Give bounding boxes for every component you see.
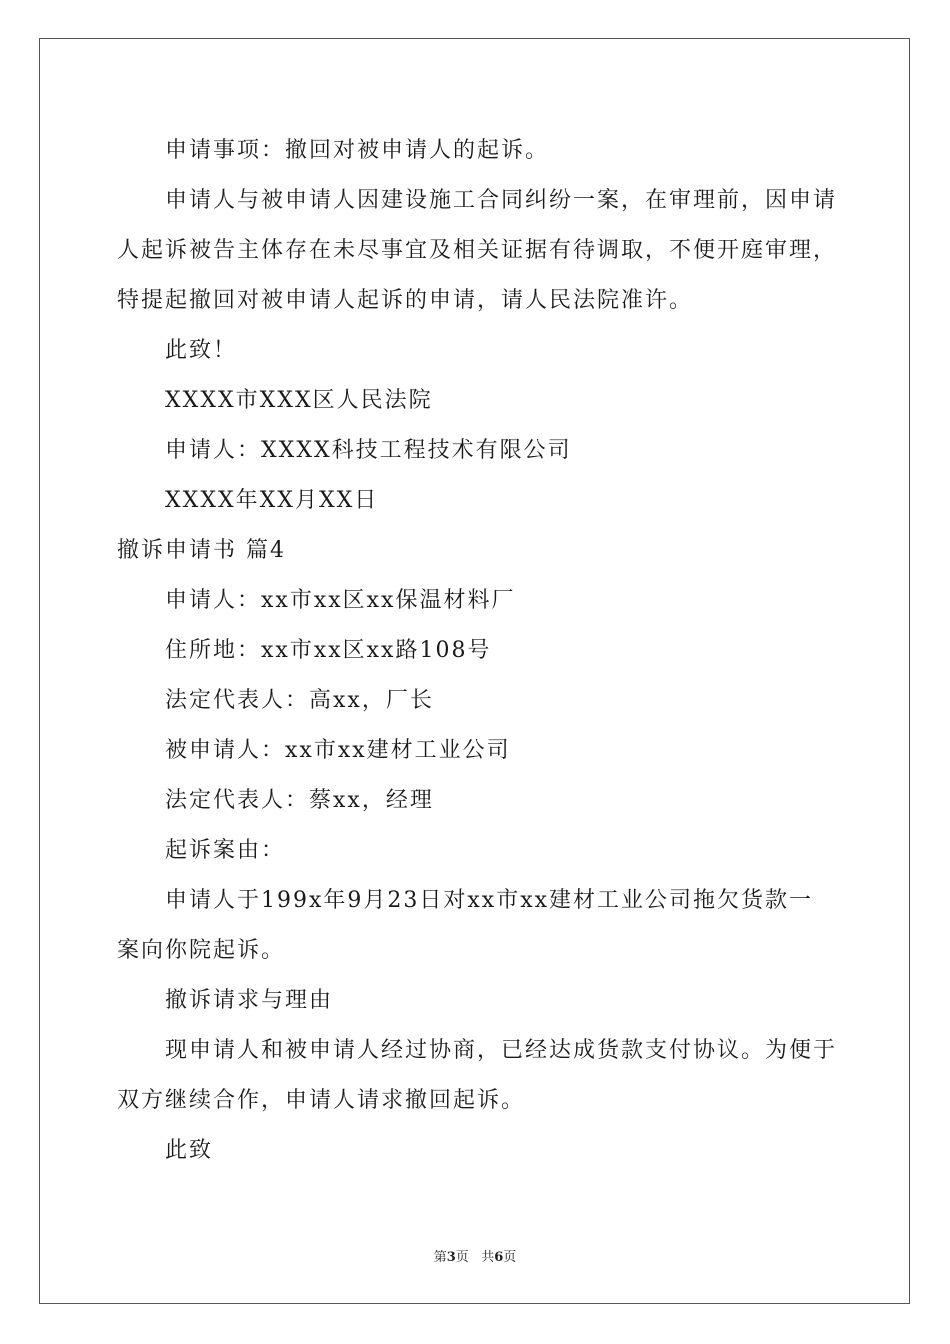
paragraph-closing: 此致 [165, 1138, 214, 1163]
section-heading: 撤诉申请书 篇4 [117, 538, 286, 563]
page-footer [0, 1246, 950, 1265]
footer-prefix: 第 [433, 1250, 447, 1265]
footer-total-pages: 6 [494, 1250, 504, 1265]
document-body [117, 126, 837, 1176]
paragraph-applicant: 申请人：xx市xx区xx保温材料厂 [165, 588, 516, 613]
paragraph-claims: 现申请人和被申请人经过协商，已经达成货款支付协议。为便于双方继续合作，申请人请求撤回起诉。 [117, 1038, 838, 1113]
footer-page-suffix: 页 [455, 1250, 469, 1265]
footer-total-suffix: 页 [503, 1250, 517, 1265]
paragraph-request-item: 申请事项：撤回对被申请人的起诉。 [165, 138, 550, 163]
paragraph-claims-label: 撤诉请求与理由 [165, 988, 334, 1013]
paragraph-legal-rep: 法定代表人：高xx，厂长 [165, 688, 434, 713]
paragraph-respondent: 被申请人：xx市xx建材工业公司 [165, 738, 511, 763]
paragraph-date: XXXX年XX月XX日 [165, 488, 379, 513]
footer-current-page: 3 [446, 1250, 456, 1265]
paragraph-applicant-signature: 申请人：XXXX科技工程技术有限公司 [165, 438, 572, 463]
paragraph-request-reason: 申请人与被申请人因建设施工合同纠纷一案，在审理前，因申请人起诉被告主体存在未尽事宜及相关证据有待调取，不便开庭审理，特提起撤回对被申请人起诉的申请，请人民法院准许。 [117, 188, 838, 313]
paragraph-salutation: 此致！ [165, 338, 238, 363]
paragraph-address: 住所地：xx市xx区xx路108号 [165, 638, 492, 663]
paragraph-court: XXXX市XXX区人民法院 [165, 388, 433, 413]
paragraph-cause-label: 起诉案由： [165, 838, 286, 863]
footer-total-prefix: 共 [481, 1250, 495, 1265]
paragraph-cause: 申请人于199x年9月23日对xx市xx建材工业公司拖欠货款一案向你院起诉。 [117, 888, 814, 963]
paragraph-respondent-legal-rep: 法定代表人：蔡xx，经理 [165, 788, 434, 813]
